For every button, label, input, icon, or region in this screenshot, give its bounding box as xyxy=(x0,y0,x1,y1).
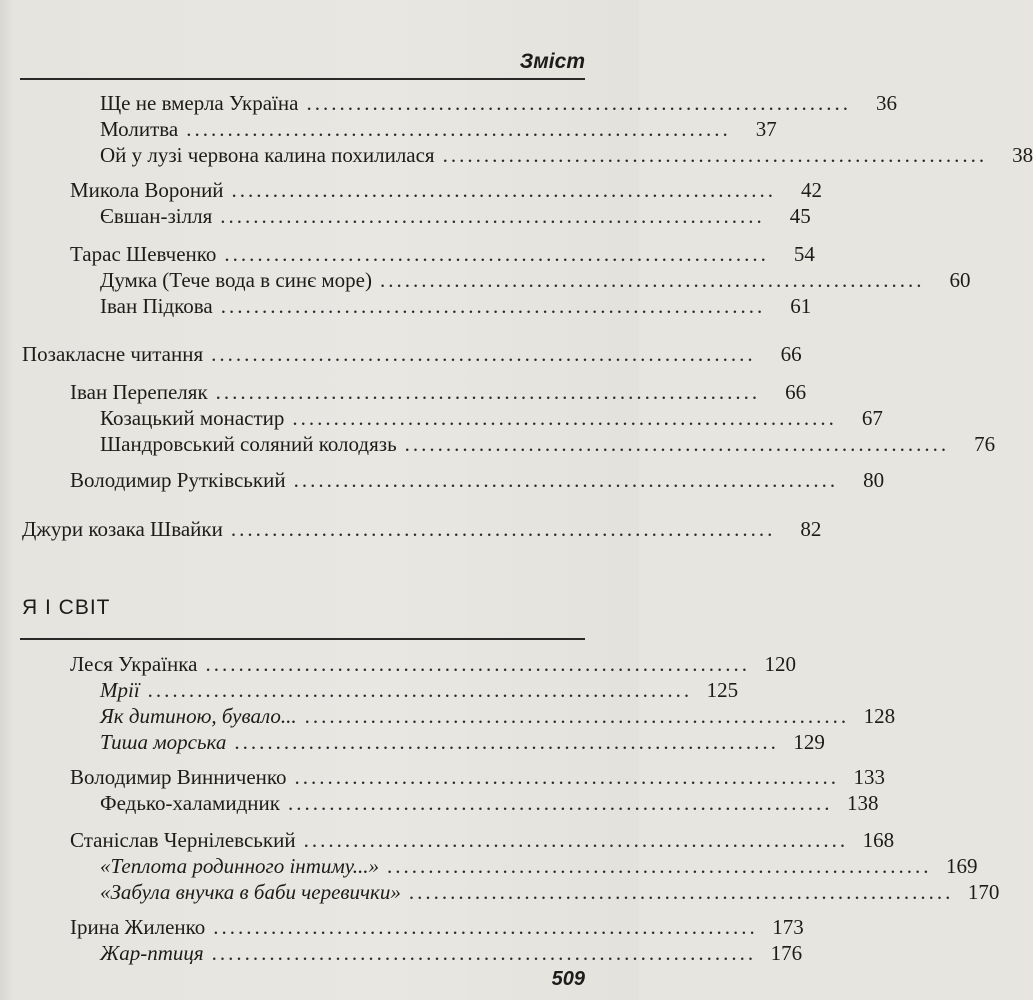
toc-leader: .................................................................. xyxy=(380,268,925,292)
header-title: Зміст xyxy=(519,50,585,73)
section-heading: Я І СВІТ xyxy=(22,596,111,619)
toc-leader: .................................................................. xyxy=(224,242,769,266)
toc-entry-page: 176 xyxy=(770,941,803,965)
toc-entry-page: 128 xyxy=(863,704,896,728)
toc-entry-title: Станіслав Чернілевський xyxy=(70,828,296,852)
toc-entry-title: Леся Українка xyxy=(70,652,198,676)
toc-entry[interactable] xyxy=(100,267,971,293)
toc-leader: .................................................................. xyxy=(211,941,757,965)
toc-entry[interactable] xyxy=(100,790,879,816)
toc-entry-page: 129 xyxy=(793,730,825,754)
toc-leader: .................................................................. xyxy=(404,432,950,456)
toc-entry-title: Володимир Рутківський xyxy=(70,468,286,492)
toc-entry-page: 36 xyxy=(875,91,897,115)
toc-entry-page: 42 xyxy=(801,178,823,202)
toc-entry-title: Микола Вороний xyxy=(70,178,224,202)
toc-entry-page: 61 xyxy=(790,294,812,318)
toc-entry[interactable] xyxy=(100,703,896,729)
toc-leader: .................................................................. xyxy=(293,468,839,492)
toc-entry-title: Володимир Винниченко xyxy=(70,765,287,789)
toc-entry-title: Федько-халамидник xyxy=(100,791,280,815)
toc-entry-page: 169 xyxy=(946,854,978,878)
toc-entry-title: Тарас Шевченко xyxy=(70,242,217,266)
toc-leader: .................................................................. xyxy=(215,380,761,404)
toc-leader: .................................................................. xyxy=(303,828,849,852)
toc-entry-page: 168 xyxy=(862,828,895,852)
section-rule xyxy=(20,638,585,640)
toc-entry-title: «Забула внучка в баби черевички» xyxy=(100,880,401,904)
toc-entry-title: Іван Перепеляк xyxy=(70,380,208,404)
toc-leader: .................................................................. xyxy=(205,652,750,676)
toc-entry-page: 76 xyxy=(974,432,996,456)
toc-entry-title: Молитва xyxy=(100,117,179,141)
toc-entry-page: 120 xyxy=(764,652,796,676)
toc-entry-page: 60 xyxy=(949,268,971,292)
toc-leader: .................................................................. xyxy=(220,204,765,228)
toc-leader: .................................................................. xyxy=(231,178,777,202)
toc-entry-title: Іван Підкова xyxy=(100,294,213,318)
toc-entry-page: 66 xyxy=(785,380,807,404)
toc-leader: .................................................................. xyxy=(234,730,779,754)
toc-entry-page: 37 xyxy=(755,117,777,141)
toc-entry-page: 173 xyxy=(772,915,804,939)
toc-entry-title: Тиша морська xyxy=(100,730,227,754)
toc-entry-page: 67 xyxy=(861,406,883,430)
toc-leader: .................................................................. xyxy=(442,143,988,167)
toc-leader: .................................................................. xyxy=(294,765,840,789)
toc-leader: .................................................................. xyxy=(304,704,850,728)
toc-leader: .................................................................. xyxy=(408,880,954,904)
toc-entry-page: 80 xyxy=(863,468,885,492)
toc-entry[interactable] xyxy=(100,677,739,703)
toc-entry-author[interactable] xyxy=(70,827,895,853)
toc-entry-page: 138 xyxy=(846,791,879,815)
toc-entry-title: Позакласне читання xyxy=(22,342,204,366)
toc-entry-page: 125 xyxy=(706,678,739,702)
toc-entry-author[interactable] xyxy=(70,651,796,677)
toc-entry-page: 54 xyxy=(793,242,815,266)
toc-entry-page: 38 xyxy=(1012,143,1033,167)
toc-leader: .................................................................. xyxy=(230,517,776,541)
toc-entry-title: Як дитиною, бувало... xyxy=(100,704,297,728)
toc-entry[interactable] xyxy=(100,879,1000,905)
toc-leader: .................................................................. xyxy=(147,678,693,702)
toc-entry-title: Євшан-зілля xyxy=(100,204,213,228)
toc-entry-title: «Теплота родинного інтиму...» xyxy=(100,854,380,878)
header-rule xyxy=(20,78,585,80)
toc-leader: .................................................................. xyxy=(292,406,837,430)
toc-entry[interactable] xyxy=(100,405,883,431)
toc-entry-title: Ірина Жиленко xyxy=(70,915,206,939)
toc-entry[interactable] xyxy=(100,940,803,966)
toc-entry[interactable] xyxy=(100,116,777,142)
toc-entry-page: 82 xyxy=(800,517,822,541)
toc-entry[interactable] xyxy=(100,142,1033,168)
toc-leader: .................................................................. xyxy=(287,791,833,815)
toc-entry-page: 133 xyxy=(853,765,886,789)
toc-entry-title: Джури козака Швайки xyxy=(22,517,223,541)
toc-entry[interactable] xyxy=(100,90,897,116)
toc-leader: .................................................................. xyxy=(220,294,766,318)
toc-entry[interactable] xyxy=(100,293,812,319)
toc-leader: .................................................................. xyxy=(186,117,731,141)
toc-entry-author[interactable] xyxy=(70,241,815,267)
toc-leader: .................................................................. xyxy=(387,854,932,878)
toc-entry-page: 66 xyxy=(780,342,802,366)
toc-entry[interactable] xyxy=(100,431,996,457)
toc-entry[interactable] xyxy=(100,853,978,879)
page-number: 509 xyxy=(551,968,585,990)
toc-entry-author[interactable] xyxy=(70,379,807,405)
toc-entry-title: Думка (Тече вода в синє море) xyxy=(100,268,372,292)
toc-entry-page: 45 xyxy=(789,204,811,228)
toc-entry-section[interactable] xyxy=(22,341,802,367)
toc-entry-title: Шандровський соляний колодязь xyxy=(100,432,397,456)
toc-entry-title: Ой у лузі червона калина похилилася xyxy=(100,143,435,167)
toc-entry-page: 170 xyxy=(967,880,1000,904)
toc-entry-section[interactable] xyxy=(22,516,822,542)
toc-entry-author[interactable] xyxy=(70,467,885,493)
toc-entry-title: Козацький монастир xyxy=(100,406,285,430)
toc-leader: .................................................................. xyxy=(306,91,851,115)
toc-entry-title: Ще не вмерла Україна xyxy=(100,91,299,115)
toc-leader: .................................................................. xyxy=(211,342,756,366)
toc-entry-author[interactable] xyxy=(70,764,886,790)
toc-entry-title: Мрії xyxy=(100,678,140,702)
toc-entry[interactable] xyxy=(100,729,825,755)
toc-entry[interactable] xyxy=(100,203,811,229)
toc-leader: .................................................................. xyxy=(213,915,758,939)
toc-entry-author[interactable] xyxy=(70,914,804,940)
toc-entry-author[interactable] xyxy=(70,177,823,203)
toc-entry-title: Жар-птиця xyxy=(100,941,204,965)
